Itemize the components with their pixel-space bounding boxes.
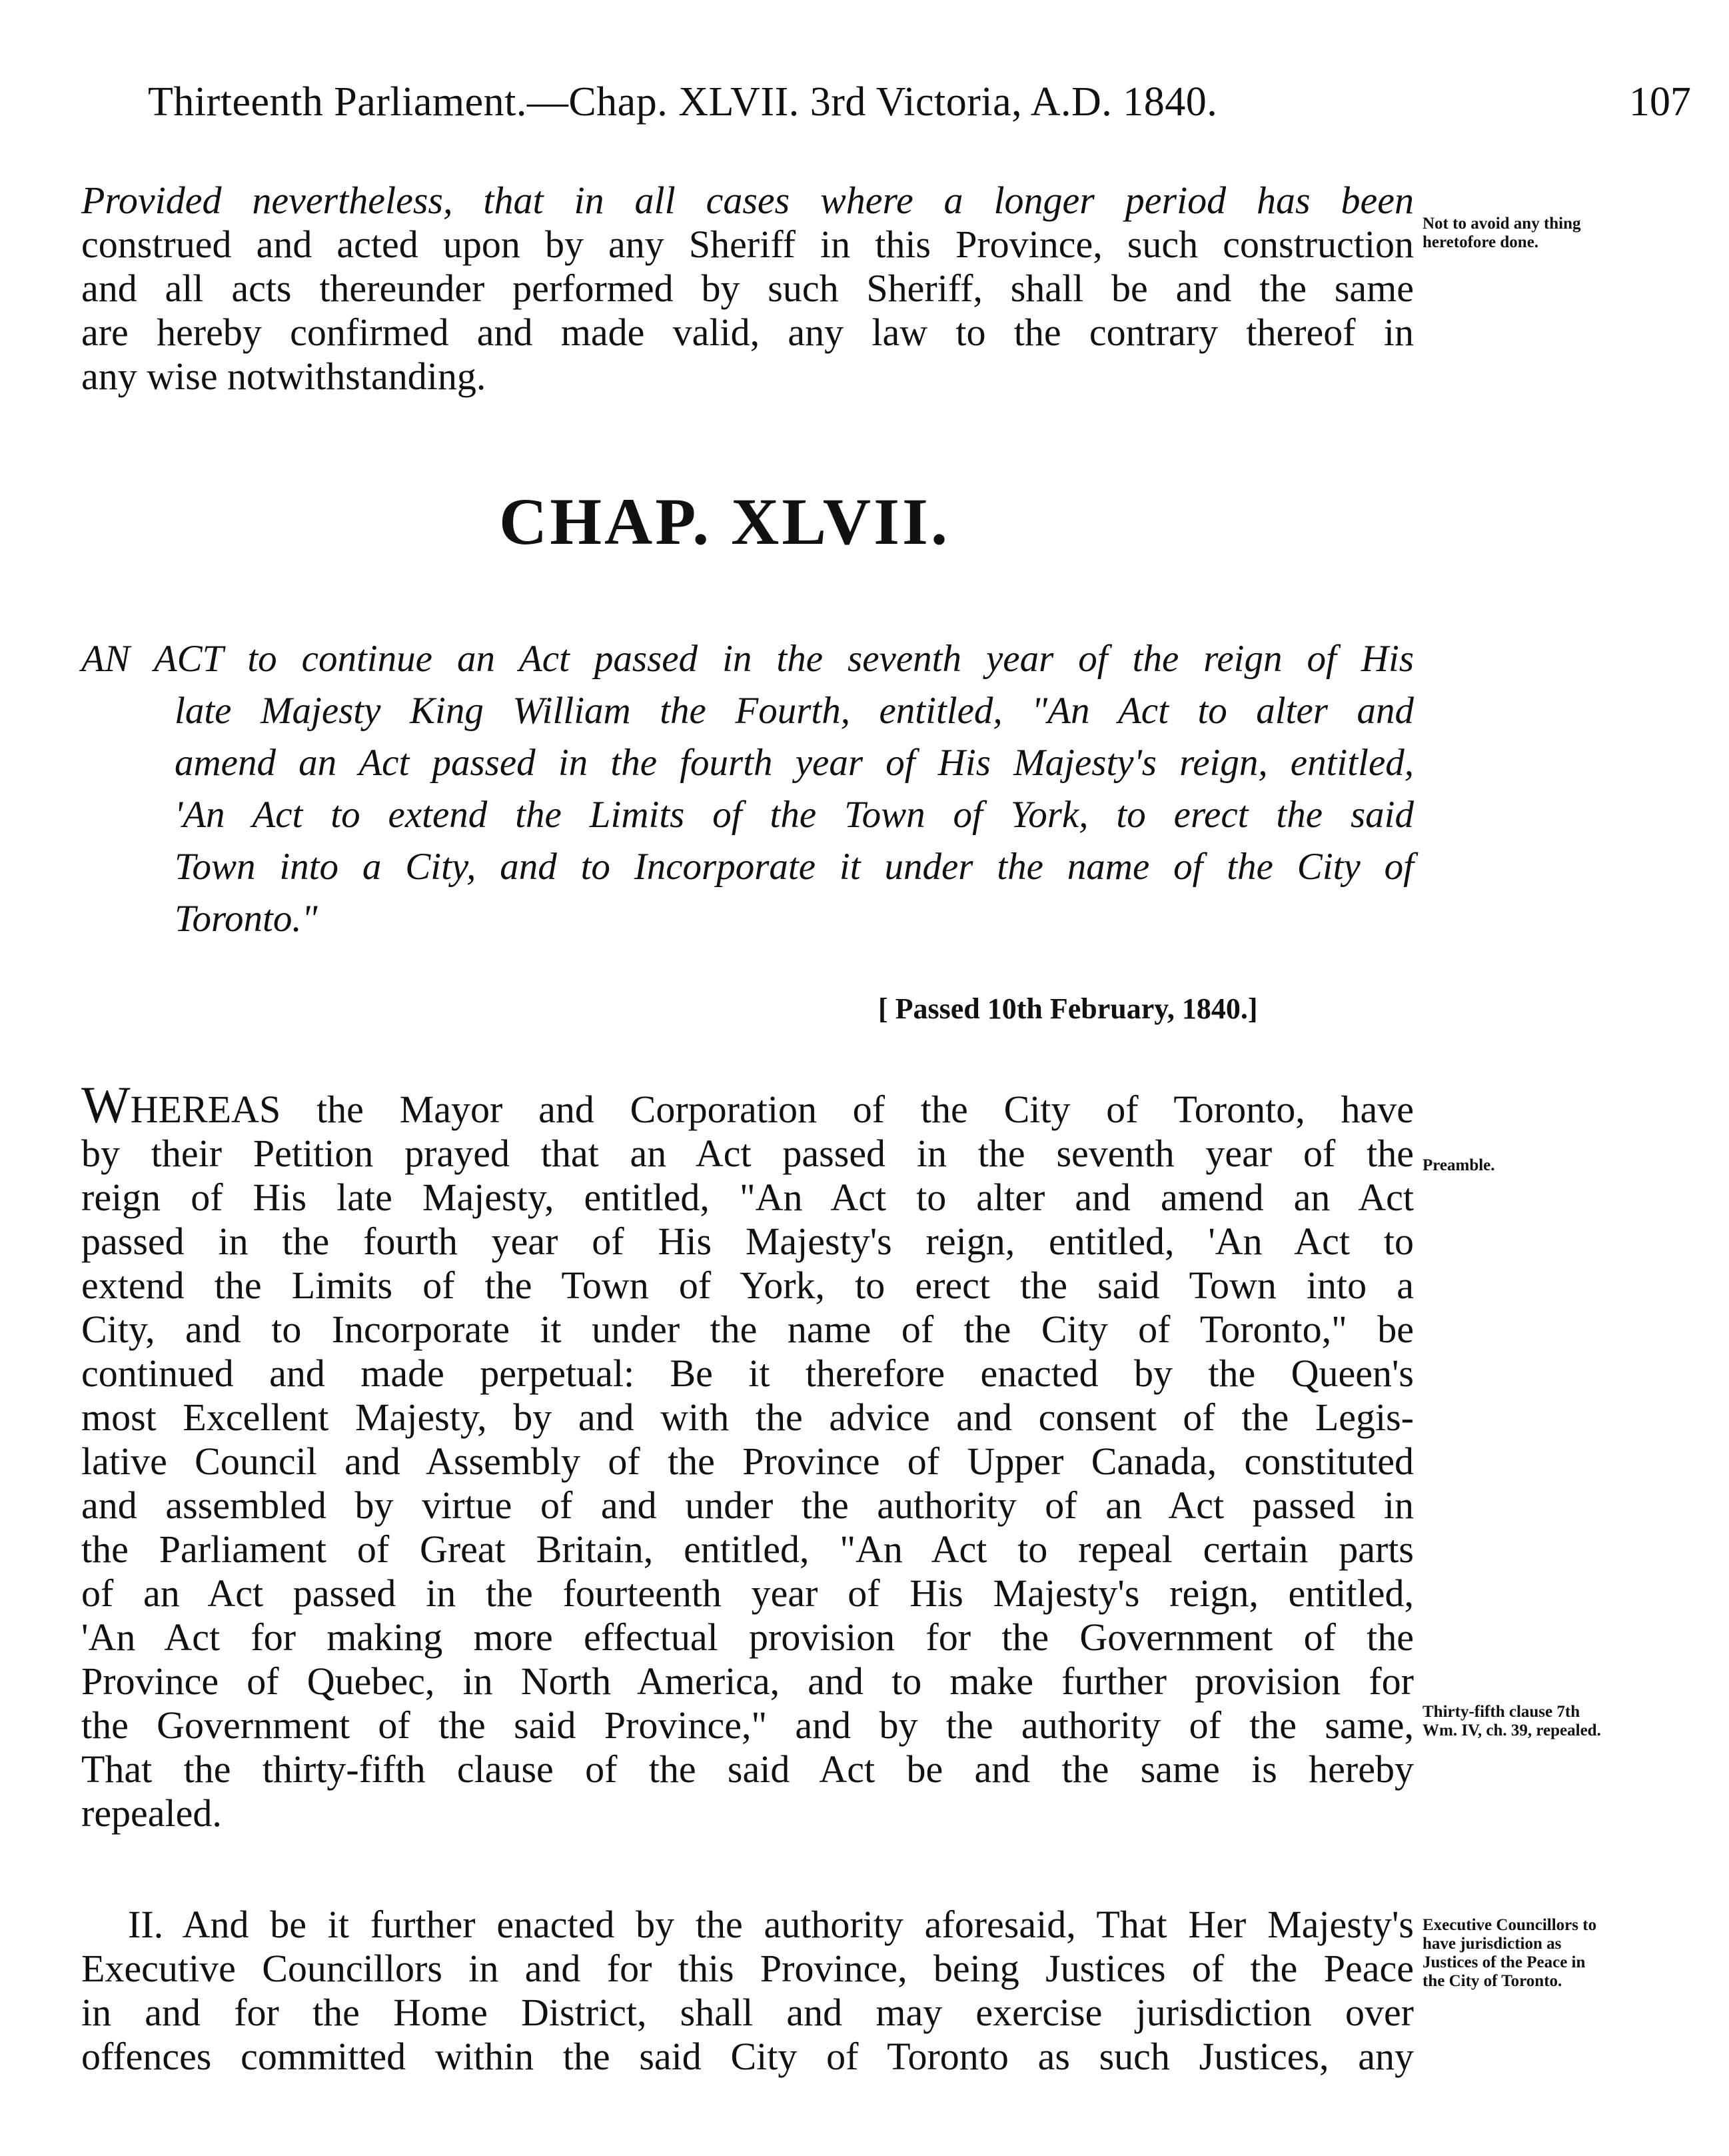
act-title-line: Toronto." (175, 898, 318, 940)
act-title-line: Town into a City, and to Incorporate it under the name of the City of (175, 846, 1414, 888)
act-title-line: amend an Act passed in the fourth year of His Majesty's reign, entitled, (175, 742, 1414, 784)
preamble-line: passed in the fourth year of His Majesty's reign, entitled, 'An Act to (81, 1220, 1414, 1263)
page-number: 107 (1629, 79, 1691, 125)
preamble-line: repealed. (81, 1791, 222, 1835)
act-title-line: late Majesty King William the Fourth, entitled, "An Act to alter and (175, 690, 1414, 732)
section-ii-line: II. And be it further enacted by the authority aforesaid, That Her Majesty's (128, 1903, 1414, 1946)
margin-note-line: Executive Councillors to (1423, 1916, 1597, 1934)
preamble-paragraph (81, 1076, 1414, 1835)
margin-note-line: Justices of the Peace in (1423, 1953, 1586, 1971)
act-title (81, 633, 1414, 945)
proviso-line: and all acts thereunder performed by such Sheriff, shall be and the same (81, 267, 1414, 310)
preamble-line: and assembled by virtue of and under the authority of an Act passed in (81, 1484, 1414, 1527)
proviso-line-text: Provided nevertheless, that in all cases where a longer period has been (81, 179, 1414, 222)
preamble-line: by their Petition prayed that an Act passed in the seventh year of the (81, 1132, 1414, 1175)
preamble-line-text: the Mayor and Corporation of the City of Toronto, have (281, 1088, 1414, 1131)
margin-note-line: Thirty-fifth clause 7th (1423, 1703, 1580, 1721)
drop-initial: W (81, 1076, 131, 1134)
act-title-line: 'An Act to extend the Limits of the Town of York, to erect the said (175, 794, 1414, 836)
preamble-line: extend the Limits of the Town of York, to erect the said Town into a (81, 1264, 1414, 1307)
proviso-line (81, 179, 1414, 223)
preamble-line: 'An Act for making more effectual provision for the Government of the (81, 1616, 1414, 1659)
preamble-line: the Government of the said Province," and by the authority of the same, (81, 1703, 1414, 1747)
margin-note-line: have jurisdiction as (1423, 1935, 1562, 1953)
preamble-line: lative Council and Assembly of the Province of Upper Canada, constituted (81, 1440, 1414, 1483)
preamble-line: City, and to Incorporate it under the name of the City of Toronto," be (81, 1308, 1414, 1351)
running-head: Thirteenth Parliament.—Chap. XLVII. 3rd Victoria, A.D. 1840. (148, 79, 1218, 125)
preamble-first-word: HEREAS (130, 1088, 281, 1131)
proviso-line: construed and acted upon by any Sheriff in this Province, such construction (81, 223, 1414, 266)
margin-note-line: heretofore done. (1423, 233, 1539, 251)
margin-note-line: Not to avoid any thing (1423, 215, 1581, 233)
section-ii-line: in and for the Home District, shall and may exercise jurisdiction over (81, 1991, 1414, 2034)
preamble-line (81, 1076, 1414, 1134)
proviso-line: are hereby confirmed and made valid, any law to the contrary thereof in (81, 311, 1414, 354)
preamble-line: That the thirty-fifth clause of the said Act be and the same is hereby (81, 1747, 1414, 1791)
margin-note-preamble: Preamble. (1423, 1156, 1495, 1174)
section-ii-line: Executive Councillors in and for this Province, being Justices of the Peace (81, 1947, 1414, 1990)
proviso-paragraph (81, 179, 1414, 399)
preamble-line: of an Act passed in the fourteenth year of His Majesty's reign, entitled, (81, 1572, 1414, 1615)
margin-note-executive-councillors (1423, 1916, 1596, 1991)
margin-note-line: the City of Toronto. (1423, 1972, 1562, 1990)
section-ii-paragraph (81, 1903, 1414, 2079)
preamble-line: Province of Quebec, in North America, and to make further provision for (81, 1659, 1414, 1703)
margin-note-repeal (1423, 1703, 1601, 1740)
section-ii-line: offences committed within the said City of Toronto as such Justices, any (81, 2035, 1414, 2078)
proviso-line: any wise notwithstanding. (81, 355, 486, 398)
passed-date: [ Passed 10th February, 1840.] (878, 992, 1258, 1025)
preamble-line: reign of His late Majesty, entitled, "An Act to alter and amend an Act (81, 1176, 1414, 1219)
act-title-line: AN ACT to continue an Act passed in the seventh year of the reign of His (81, 638, 1414, 680)
margin-note-line: Wm. IV, ch. 39, repealed. (1423, 1721, 1601, 1739)
preamble-line: most Excellent Majesty, by and with the advice and consent of the Legis- (81, 1396, 1414, 1439)
preamble-line: the Parliament of Great Britain, entitled, "An Act to repeal certain parts (81, 1528, 1414, 1571)
chapter-heading: CHAP. XLVII. (499, 485, 950, 558)
margin-note-not-to-avoid (1423, 215, 1581, 252)
preamble-line: continued and made perpetual: Be it therefore enacted by the Queen's (81, 1352, 1414, 1395)
